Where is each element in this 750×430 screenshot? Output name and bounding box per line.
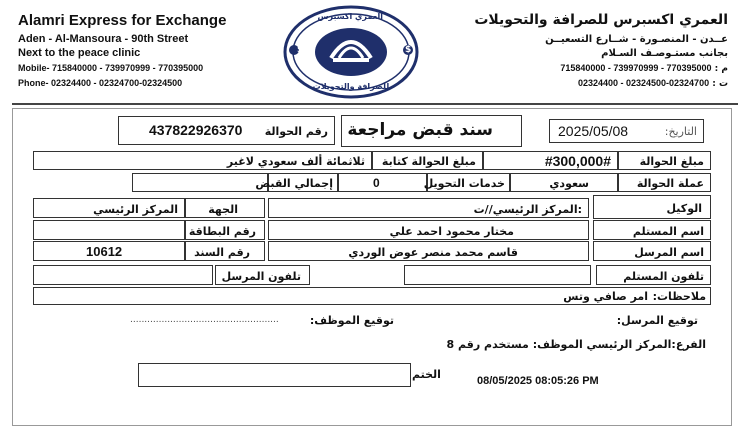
- receipt-title-box: [341, 115, 522, 147]
- mobile-en: Mobile- 715840000 - 739970999 - 770395000: [18, 63, 204, 73]
- transfer-number-label: رقم الحوالة: [264, 125, 328, 138]
- currency-value-box: [510, 173, 618, 192]
- phone-ar-label: ت :: [712, 79, 728, 89]
- currency-value: سعودي: [549, 177, 589, 190]
- amount-words-box: [33, 151, 372, 170]
- address-en-line-2: Next to the peace clinic: [18, 47, 141, 59]
- agent-value: :المركز الرئيسي//ت: [473, 203, 582, 216]
- dollar-icon-right: $: [405, 45, 412, 55]
- company-name-ar: العمري اكسبرس للصرافة والتحويلات: [474, 12, 728, 28]
- voucher-number-label: رقم السند: [194, 246, 250, 259]
- branch-employee-info: الفرع:المركز الرئيسي الموظف: مستخدم رقم 8: [446, 338, 706, 351]
- sender-name-label: اسم المرسل: [634, 246, 704, 259]
- amount-label-box: [618, 151, 711, 170]
- voucher-number-value: 10612: [86, 244, 123, 259]
- total-value-box: [132, 173, 268, 192]
- receiver-name-value-box: [268, 220, 589, 240]
- fees-value-box: [338, 173, 427, 192]
- agent-value-box: [268, 198, 589, 218]
- sender-phone-label: تلفون المرسل: [221, 270, 301, 283]
- receiver-phone-label: تلفون المستلم: [623, 270, 704, 283]
- mobile-ar-label: م :: [714, 64, 728, 74]
- logo-text-bottom: للصرافة والتحويلات: [312, 82, 390, 91]
- date-value: 2025/05/08: [558, 123, 629, 139]
- transfer-number-box: [118, 116, 335, 145]
- sender-phone-label-box: [215, 265, 310, 285]
- agent-label-box: [593, 195, 711, 219]
- sender-signature-label: توقيع المرسل:: [616, 314, 698, 327]
- entity-label-box: [185, 198, 265, 218]
- fees-label: خدمات التحويل: [423, 177, 505, 190]
- card-number-label: رقم البطاقة: [188, 225, 256, 238]
- mobile-ar-numbers: 770395000 - 739970999 - 715840000: [560, 63, 712, 73]
- sender-phone-value-box: [33, 265, 213, 285]
- stamp-box: [138, 363, 411, 387]
- receiver-name-label: اسم المستلم: [632, 225, 704, 238]
- header-divider: [12, 103, 738, 105]
- voucher-number-label-box: [185, 241, 265, 261]
- address-en-line-1: Aden - Al-Mansoura - 90th Street: [18, 33, 189, 45]
- amount-words-label-box: [372, 151, 483, 170]
- phone-ar: [428, 77, 728, 91]
- receipt-title: سند قبض مراجعة: [347, 120, 493, 140]
- fees-value: 0: [373, 176, 380, 190]
- amount-words-label: مبلغ الحوالة كتابة: [381, 155, 476, 168]
- company-logo: [281, 4, 421, 100]
- card-number-label-box: [185, 220, 265, 240]
- amount-label: مبلغ الحوالة: [639, 155, 704, 168]
- currency-label-box: [618, 173, 711, 192]
- voucher-number-value-box: [33, 241, 185, 261]
- amount-words-value: ثلاثمائة ألف سعودي لاغير: [226, 155, 365, 168]
- agent-label: الوكيل: [666, 202, 702, 215]
- amount-value: #300,000#: [544, 153, 611, 169]
- notes-box: [33, 287, 711, 305]
- phone-ar-numbers: 02324700-02324500 - 02324400: [577, 78, 710, 88]
- entity-value-box: [33, 198, 185, 218]
- employee-signature-line: ....................................................: [130, 315, 279, 325]
- sender-name-value: قاسم محمد منصر عوض الوردي: [348, 246, 518, 259]
- receiver-phone-label-box: [596, 265, 711, 285]
- dollar-icon: $: [297, 45, 304, 55]
- date-label: التاريخ:: [664, 125, 697, 138]
- receiver-phone-value-box: [404, 265, 591, 285]
- card-number-value-box: [33, 220, 185, 240]
- notes-label: ملاحظات:: [652, 290, 706, 303]
- receiver-name-label-box: [593, 220, 711, 240]
- total-label-box: [255, 173, 338, 192]
- receiver-name-value: مختار محمود احمد علي: [389, 225, 514, 238]
- entity-value: المركز الرئيسي: [93, 203, 178, 216]
- employee-signature-label: توقيع الموظف:: [309, 314, 394, 327]
- sender-name-value-box: [268, 241, 589, 261]
- logo-text-top: العمري اكسبرس: [317, 12, 383, 21]
- amount-value-box: [483, 151, 618, 170]
- transfer-number-value: 437822926370: [149, 122, 243, 138]
- phone-en: Phone- 02324400 - 02324700-02324500: [18, 78, 183, 88]
- notes-value: امر صافي وتس: [563, 290, 648, 303]
- date-box: [549, 119, 704, 143]
- address-ar-line-2: بجانب مستـوصـف السـلام: [601, 48, 728, 59]
- address-ar-line-1: عــدن - المنصـورة - شــارع التسعيــن: [545, 34, 728, 45]
- company-name-en: Alamri Express for Exchange: [18, 12, 227, 29]
- entity-label: الجهة: [208, 203, 238, 216]
- sender-name-label-box: [593, 241, 711, 261]
- currency-label: عملة الحوالة: [636, 177, 704, 190]
- total-label: إجمالي القبض: [255, 177, 333, 190]
- stamp-label: الختم: [412, 368, 441, 381]
- fees-label-box: [423, 173, 510, 192]
- print-timestamp: 08/05/2025 08:05:26 PM: [477, 375, 599, 387]
- mobile-ar: [428, 62, 728, 76]
